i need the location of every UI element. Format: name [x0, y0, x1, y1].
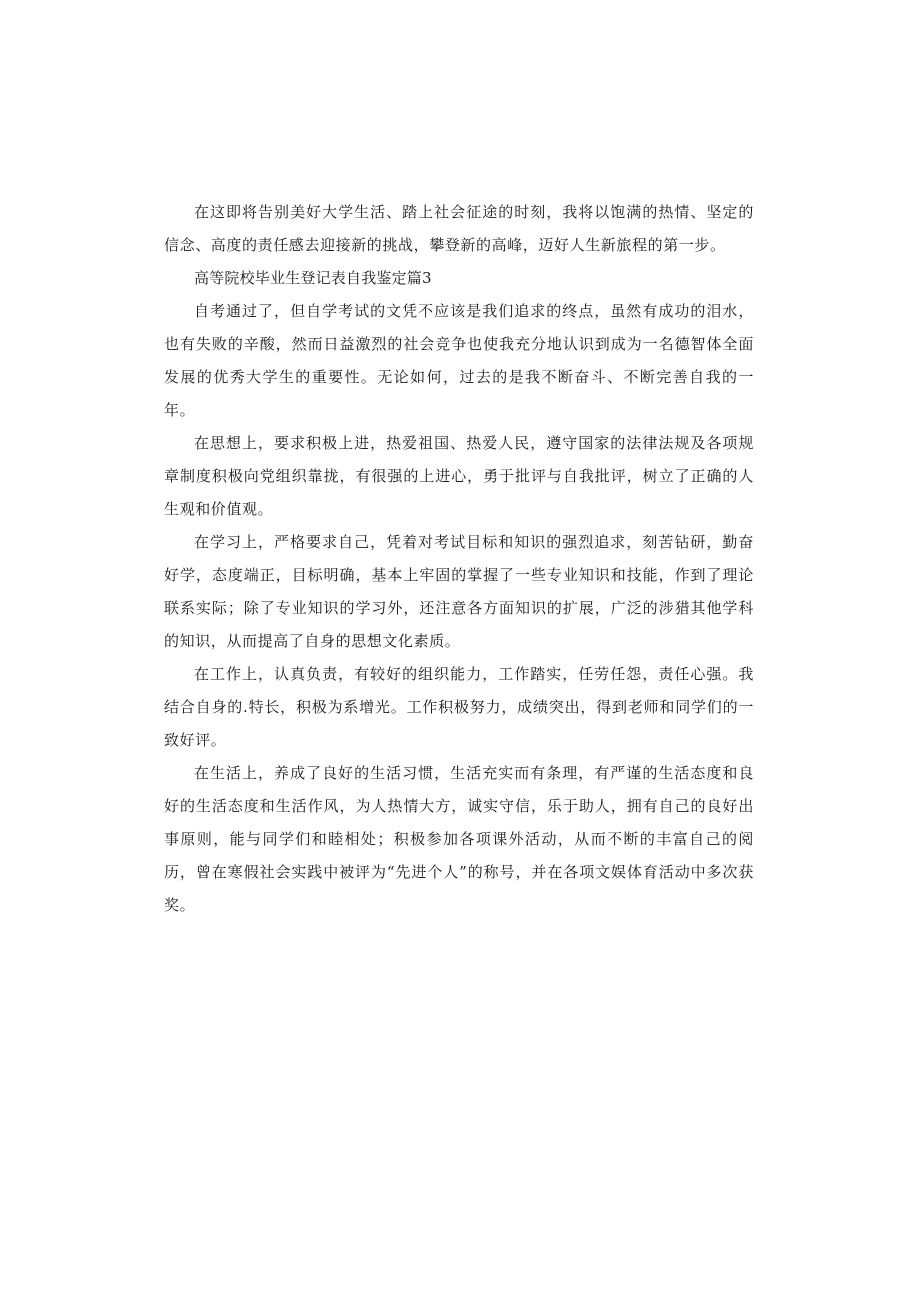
paragraph-self-study: 自考通过了，但自学考试的文凭不应该是我们追求的终点，虽然有成功的泪水，也有失败的辛酸，然而日益激烈的社会竞争也使我充分地认识到成为一名德智体全面发展的优秀大学生的重要性。无论如何，过去的是我不断奋斗、不断完善自我的一年。 [164, 302, 754, 419]
paragraph-farewell: 在这即将告别美好大学生活、踏上社会征途的时刻，我将以饱满的热情、坚定的信念、高度的责任感去迎接新的挑战，攀登新的高峰，迈好人生新旅程的第一步。 [164, 203, 754, 254]
section-heading: 高等院校毕业生登记表自我鉴定篇3 [194, 269, 432, 287]
paragraph-study: 在学习上，严格要求自己，凭着对考试目标和知识的强烈追求，刻苦钻研，勤奋好学，态度端正，目标明确，基本上牢固的掌握了一些专业知识和技能，作到了理论联系实际；除了专业知识的学习外，还注意各方面知识的扩展，广泛的涉猎其他学科的知识，从而提高了自身的思想文化素质。 [164, 533, 754, 650]
paragraph-life: 在生活上，养成了良好的生活习惯，生活充实而有条理，有严谨的生活态度和良好的生活态度和生活作风，为人热情大方，诚实守信，乐于助人，拥有自己的良好出事原则，能与同学们和睦相处；积极参加各项课外活动，从而不断的丰富自己的阅历，曾在寒假社会实践中被评为“先进个人”的称号，并在各项文娱体育活动中多次获奖。 [164, 764, 754, 914]
document-body [164, 196, 754, 922]
paragraph-work: 在工作上，认真负责，有较好的组织能力，工作踏实，任劳任怨，责任心强。我结合自身的.特长，积极为系增光。工作积极努力，成绩突出，得到老师和同学们的一致好评。 [164, 665, 754, 749]
paragraph-thought: 在思想上，要求积极上进，热爱祖国、热爱人民，遵守国家的法律法规及各项规章制度积极向党组织靠拢，有很强的上进心，勇于批评与自我批评，树立了正确的人生观和价值观。 [164, 434, 754, 518]
